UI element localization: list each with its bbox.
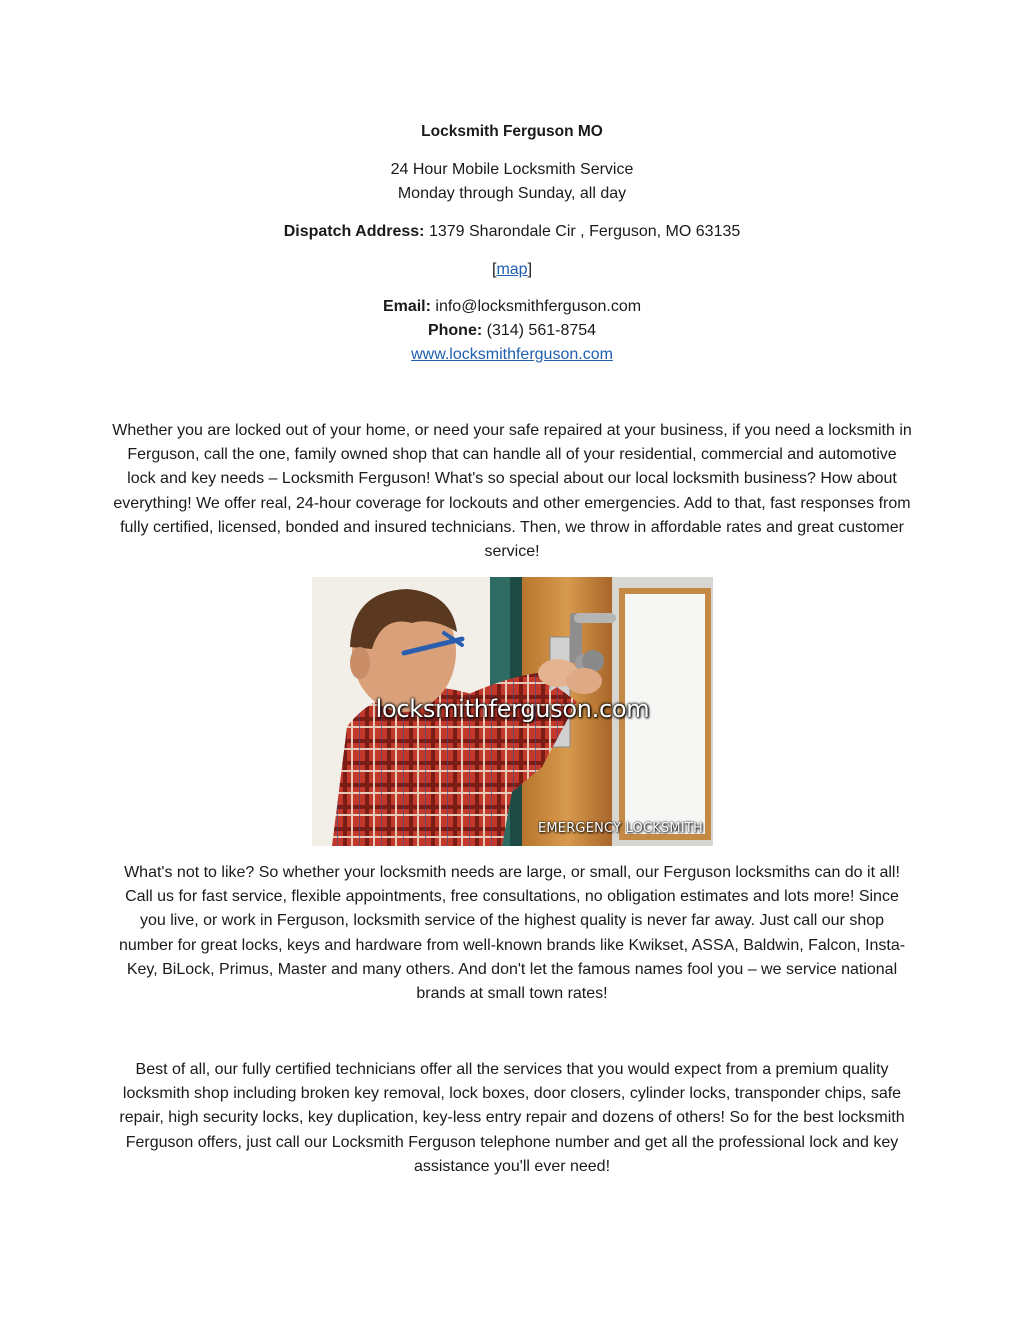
map-link[interactable]: map (496, 261, 528, 278)
address-label: Dispatch Address: (283, 223, 425, 240)
email-label: Email: (382, 298, 431, 315)
photo-caption: EMERGENCY LOCKSMITH (537, 821, 703, 836)
dispatch-address (0, 220, 1024, 244)
intro-paragraph: Whether you are locked out of your home, or need your safe repaired at your business, if you need a locksmith in Ferguson, call the one, family owned shop that can handle all of your residential, commercial and automotive lock and key needs – Locksmith Ferguson! What's so special about our local locksmith business? How about everything! We offer real, 24-hour coverage for lockouts and other emergencies. Add to that, fast responses from fully certified, licensed, bonded and insured technicians. Then, we throw in affordable rates and great customer service! (112, 422, 912, 561)
phone-value: (314) 561-8754 (486, 322, 597, 339)
email-row (0, 295, 1024, 319)
bracket-close: ] (527, 261, 533, 278)
availability-line: Monday through Sunday, all day (397, 185, 627, 202)
page-title: Locksmith Ferguson MO (421, 123, 603, 140)
phone-label: Phone: (427, 322, 483, 339)
contact-block (0, 295, 1024, 367)
email-value: info@locksmithferguson.com (435, 298, 642, 315)
website-link[interactable]: www.locksmithferguson.com (411, 346, 613, 363)
phone-row (0, 319, 1024, 343)
photo-watermark: locksmithferguson.com (375, 695, 650, 723)
service-line: 24 Hour Mobile Locksmith Service (390, 161, 634, 178)
services-paragraph: Best of all, our fully certified technicians offer all the services that you would expect from a premium quality locksmith shop including broken key removal, lock boxes, door closers, cylinder locks, transponder chips, safe repair, high security locks, key duplication, key-less entry repair and dozens of others! So for the best locksmith Ferguson offers, just call our Locksmith Ferguson telephone number and get all the professional lock and key assistance you'll ever need! (119, 1061, 905, 1175)
address-value: 1379 Sharondale Cir , Ferguson, MO 63135 (428, 223, 741, 240)
brands-paragraph: What's not to like? So whether your locksmith needs are large, or small, our Ferguson locksmiths can do it all! Call us for fast service, flexible appointments, free consultations, no obligation estimates and lots more! Since you live, or work in Ferguson, locksmith service of the highest quality is never far away. Just call our shop number for great locks, keys and hardware from well-known brands like Kwikset, ASSA, Baldwin, Falcon, Insta-Key, BiLock, Primus, Master and many others. And don't let the famous names fool you – we service national brands at small town rates! (118, 864, 906, 1003)
website-row (0, 343, 1024, 367)
map-row (0, 258, 1024, 282)
locksmith-photo (312, 577, 713, 846)
service-hours (0, 158, 1024, 206)
bracket-open: [ (491, 261, 497, 278)
